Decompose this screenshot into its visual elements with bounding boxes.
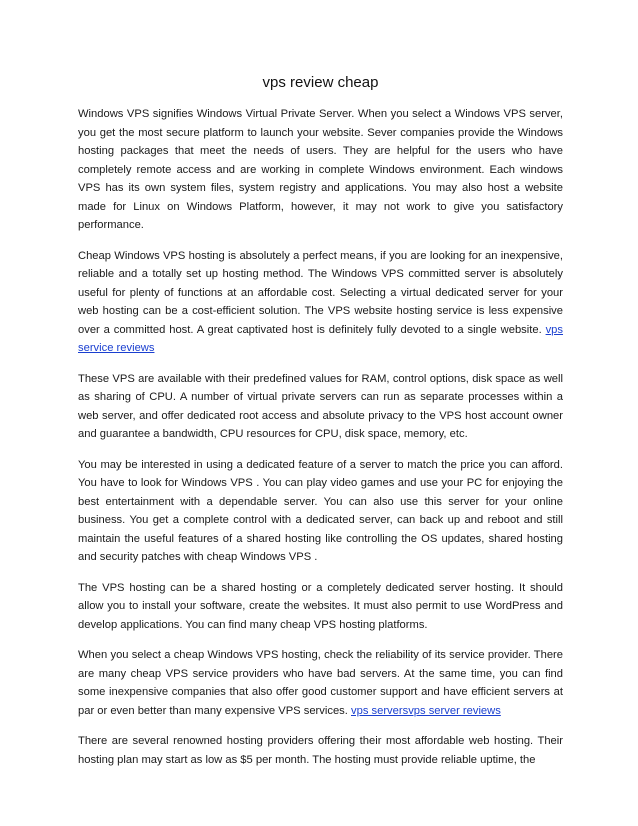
page-title: vps review cheap [262, 74, 379, 91]
paragraph-1 [78, 105, 563, 235]
paragraph-5-text: The VPS hosting can be a shared hosting or a completely dedicated server hosting. It should allow you to install your software, create the websites. It must also permit to use WordPress and develop applications. You can find many cheap VPS hosting platforms. [78, 581, 563, 631]
paragraph-3-text: These VPS are available with their predefined values for RAM, control options, disk space as well as sharing of CPU. A number of virtual private servers can run as separate processes within a web server, and offer dedicated root access and absolute privacy to the VPS host account owner and guarantee a bandwidth, CPU resources for CPU, disk space, memory, etc. [78, 372, 563, 440]
paragraph-2-text: Cheap Windows VPS hosting is absolutely a perfect means, if you are looking for an inexpensive, reliable and a totally set up hosting method. The Windows VPS committed server is absolutely useful for plenty of functions at an affordable cost. Selecting a virtual dedicated server for your web hosting can be a cost-efficient solution. The VPS website hosting service is less expensive over a committed host. A great captivated host is definitely fully devoted to a single website. [78, 249, 563, 336]
paragraph-2 [78, 247, 563, 358]
paragraph-3 [78, 370, 563, 444]
vps-service-reviews-link[interactable]: vps service reviews [78, 323, 563, 354]
paragraph-1-text: Windows VPS signifies Windows Virtual Private Server. When you select a Windows VPS server, you get the most secure platform to launch your website. Sever companies provide the Windows hosting packages that meet the needs of users. They are helpful for the users who have completely remote access and are working in complete Windows environment. Each windows VPS has its own system files, system registry and applications. You may also host a website made for Linux on Windows Platform, however, it may not work to give you satisfactory performance. [78, 108, 563, 231]
paragraph-6-text: When you select a cheap Windows VPS hosting, check the reliability of its service provider. There are many cheap VPS service providers who have bad servers. At the same time, you can find some inexpensive companies that also offer good customer support and have efficient servers at par or even better than many expensive VPS services. [78, 649, 563, 717]
vps-server-reviews-link[interactable]: vps serversvps server reviews [351, 704, 501, 717]
paragraph-7-text: There are several renowned hosting providers offering their most affordable web hosting. Their hosting plan may start as low as $5 per month. The hosting must provide reliable uptime, the [78, 735, 563, 766]
document-page [78, 74, 563, 781]
paragraph-4-text: You may be interested in using a dedicated feature of a server to match the price you can afford. You have to look for Windows VPS . You can play video games and use your PC for enjoying the best entertainment with a dependable server. You can also use this server for your online business. You get a complete control with a dedicated server, can back up and reboot and still maintain the useful features of a shared hosting like controlling the OS updates, shared hosting and security patches with cheap Windows VPS . [78, 458, 563, 563]
paragraph-4 [78, 456, 563, 567]
paragraph-6 [78, 646, 563, 720]
paragraph-7 [78, 732, 563, 769]
paragraph-5 [78, 579, 563, 635]
